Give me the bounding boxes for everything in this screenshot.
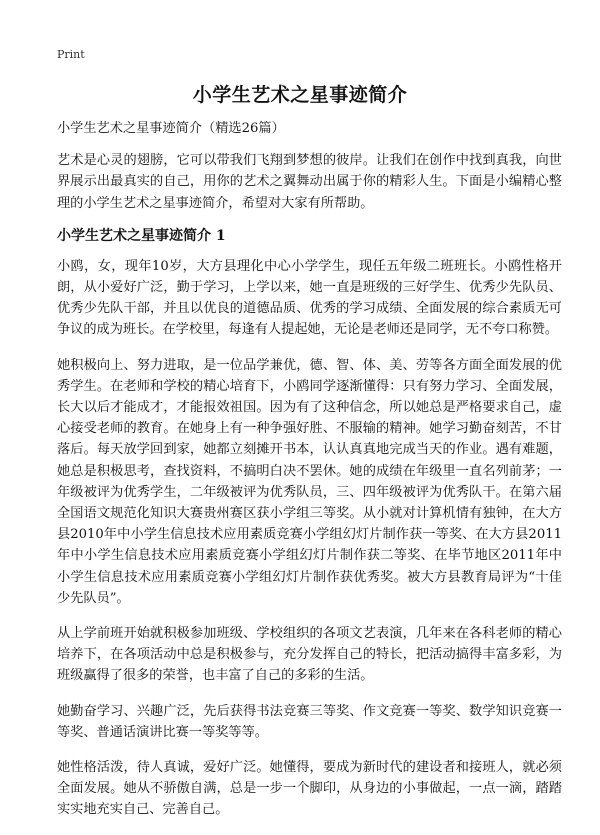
page-title: 小学生艺术之星事迹简介 [192,84,408,106]
intro-paragraph: 艺术是心灵的翅膀，它可以带我们飞翔到梦想的彼岸。让我们在创作中找到真我，向世界展示出最真实的自己，用你的艺术之翼舞动出属于你的精彩人生。下面是小编精心整理的小学生艺术之星事迹简介，希望对大家有所帮助。 [57,153,562,211]
paragraph: 她勤奋学习、兴趣广泛，先后获得书法竞赛三等奖、作文竞赛一等奖、数学知识竞赛一等奖、普通话演讲比赛一等奖等等。 [57,703,562,740]
article-subtitle: 小学生艺术之星事迹简介（精选26篇） [57,121,285,136]
paragraph: 从上学前班开始就积极参加班级、学校组织的各项文艺表演，几年来在各科老师的精心培养下，在各项活动中总是积极参与，充分发挥自己的特长，把活动搞得丰富多彩，为班级赢得了很多的荣誉，也丰富了自己的多彩的生活。 [57,626,562,684]
paragraph: 小鸥，女，现年10岁，大方县理化中心小学学生，现任五年级二班班长。小鸥性格开朗，从小爱好广泛，勤于学习，上学以来，她一直是班级的三好学生、优秀少先队员、优秀少先队干部，并且以优良的道德品质、优秀的学习成绩、全面发展的综合素质无可争议的成为班长。在学校里，每逢有人提起她，无论是老师还是同学，无不夸口称赞。 [57,258,562,338]
article-body [57,118,562,835]
section-heading: 小学生艺术之星事迹简介 1 [57,227,226,244]
paragraph: 她积极向上、努力进取，是一位品学兼优，德、智、体、美、劳等各方面全面发展的优秀学生。在老师和学校的精心培育下，小鸥同学逐渐懂得：只有努力学习、全面发展，长大以后才能成才，才能报效祖国。因为有了这种信念，所以她总是严格要求自己，虚心接受老师的教育。在她身上有一种争强好胜、不服输的精神。她学习勤奋刻苦，不甘落后。每天放学回到家，她都立刻摊开书本，认认真真地完成当天的作业。遇有难题，她总是积极思考，查找资料，不搞明白决不罢休。她的成绩在年级里一直名列前茅；一年级被评为优秀学生，二年级被评为优秀队员，三、四年级被评为优秀队干。在第六届全国语文规范化知识大赛贵州赛区获小学组三等奖。从小就对计算机情有独钟，在大方县2010年中小学生信息技术应用素质竞赛小学组幻灯片制作获一等奖、在大方县2011年中小学生信息技术应用素质竞赛小学组幻灯片制作获二等奖、在毕节地区2011年中小学生信息技术应用素质竞赛小学组幻灯片制作获优秀奖。被大方县教育局评为“十佳少先队员”。 [57,357,562,606]
paragraph: 她性格活泼，待人真诚，爱好广泛。她懂得，要成为新时代的建设者和接班人，就必须全面发展。她从不骄傲自满，总是一步一个脚印，从身边的小事做起，一点一滴，踏踏实实地充实自己、完善自己。 [57,760,562,818]
print-link[interactable]: Print [57,48,85,61]
